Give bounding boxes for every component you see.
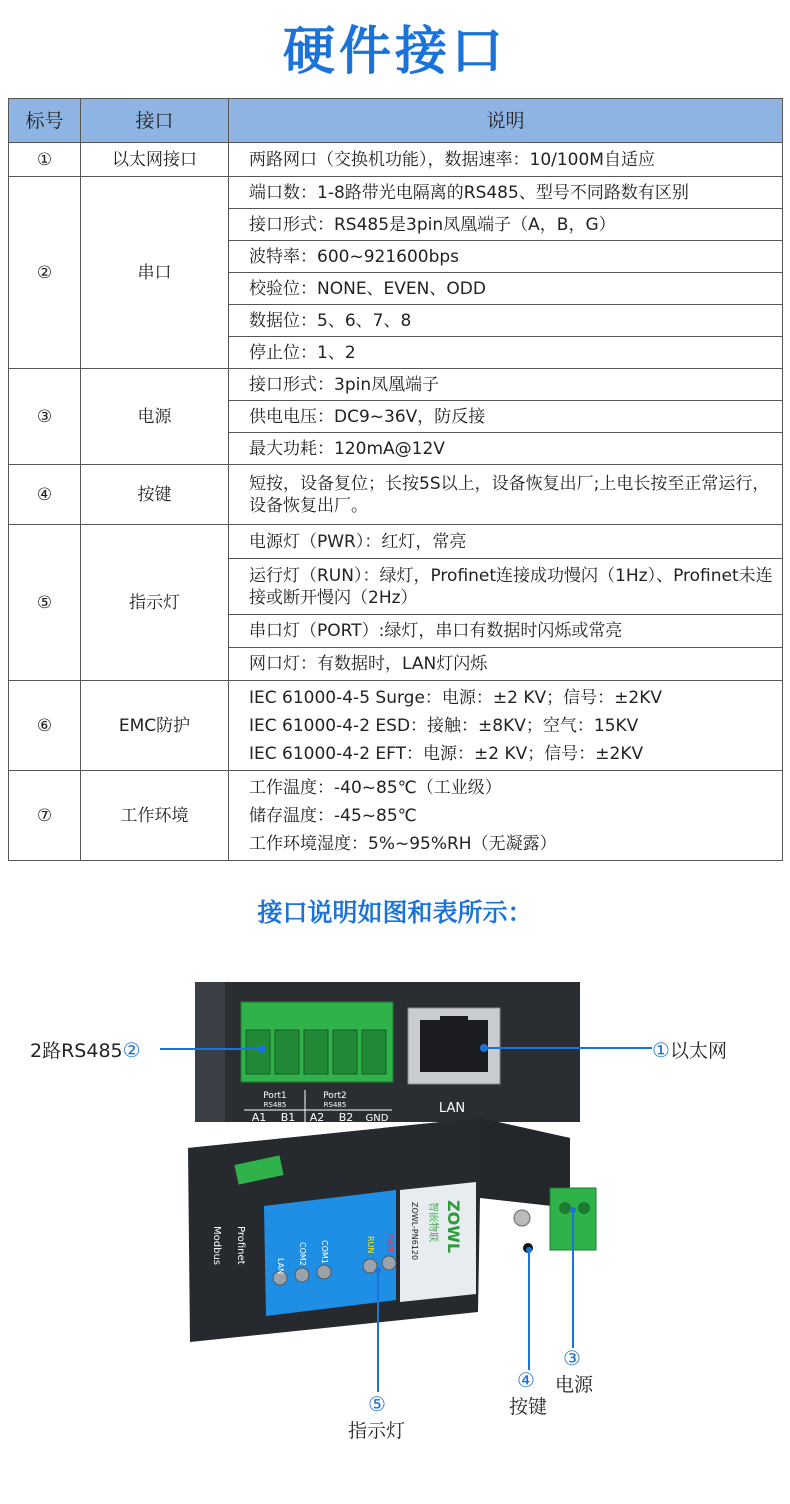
row-desc-line: IEC 61000-4-2 ESD：接触：±8KV；空气：15KV	[249, 715, 639, 736]
indicator-callout	[348, 1392, 406, 1443]
led-pwr	[382, 1256, 396, 1270]
row-desc: 电源灯（PWR）：红灯，常亮	[229, 525, 783, 559]
terminal-screw-4	[333, 1030, 357, 1074]
header-interface: 接口	[81, 99, 229, 143]
row-interface: 以太网接口	[81, 143, 229, 177]
pin-label: B2	[338, 1111, 354, 1124]
row-desc: 接口形式：3pin凤凰端子	[229, 369, 783, 401]
led-label: LAN	[276, 1258, 285, 1275]
row-desc: 校验位：NONE、EVEN、ODD	[229, 273, 783, 305]
row-interface: EMC防护	[81, 681, 229, 771]
top-view	[195, 982, 580, 1124]
interface-table	[8, 98, 783, 861]
port1-rs485-label: RS485	[263, 1101, 287, 1109]
led-com1	[317, 1265, 331, 1279]
terminal-screw-5	[362, 1030, 386, 1074]
row-desc: 网口灯：有数据时，LAN灯闪烁	[229, 648, 783, 681]
row-desc: 波特率：600~921600bps	[229, 241, 783, 273]
header-description: 说明	[229, 99, 783, 143]
led-label: COM1	[320, 1240, 329, 1264]
led-run	[363, 1259, 377, 1273]
brand-cn: 智嵌物联	[427, 1202, 438, 1242]
row-desc: 端口数：1-8路带光电隔离的RS485、型号不同路数有区别	[229, 177, 783, 209]
led-panel	[264, 1190, 396, 1316]
row-desc-line: IEC 61000-4-2 EFT：电源：±2 KV；信号：±2KV	[249, 743, 644, 764]
rs485-callout-dot	[258, 1045, 266, 1053]
led-label: PWR	[385, 1234, 394, 1253]
ethernet-callout-dot	[480, 1044, 488, 1052]
row-num: ⑦	[9, 771, 81, 861]
row-interface: 工作环境	[81, 771, 229, 861]
row-interface: 电源	[81, 369, 229, 465]
power-callout-text: 电源	[555, 1374, 594, 1396]
port1-label: Port1	[263, 1091, 287, 1101]
table-row	[9, 143, 783, 177]
row-desc: 供电电压：DC9~36V，防反接	[229, 401, 783, 433]
table-row	[9, 465, 783, 525]
row-num: ③	[9, 369, 81, 465]
row-desc: 串口灯（PORT）:绿灯，串口有数据时闪烁或常亮	[229, 615, 783, 648]
row-desc: 数据位：5、6、7、8	[229, 305, 783, 337]
pin-label: A1	[251, 1111, 267, 1124]
row-num: ⑥	[9, 681, 81, 771]
table-header-row	[9, 99, 783, 143]
indicator-callout-dot	[375, 1267, 381, 1273]
button-callout-num: ④	[517, 1368, 535, 1392]
row-desc: 两路网口（交换机功能），数据速率：10/100M自适应	[229, 143, 783, 177]
protocol-bottom-label: Modbus	[211, 1226, 222, 1265]
header-num: 标号	[9, 99, 81, 143]
terminal-screw-3	[304, 1030, 328, 1074]
device-diagram	[0, 940, 790, 1500]
row-desc-line: 工作温度：-40~85℃（工业级）	[249, 777, 502, 798]
table-row	[9, 369, 783, 401]
ethernet-callout	[652, 1036, 727, 1063]
row-desc-line: 储存温度：-45~85℃	[249, 805, 417, 826]
port2-label: Port2	[323, 1091, 347, 1101]
table-row	[9, 771, 783, 861]
led-com2	[295, 1268, 309, 1282]
indicator-callout-text: 指示灯	[348, 1420, 406, 1442]
row-num: ①	[9, 143, 81, 177]
button-callout	[509, 1368, 548, 1419]
row-num: ④	[9, 465, 81, 525]
row-desc: 最大功耗：120mA@12V	[229, 433, 783, 465]
rs485-callout	[30, 1036, 141, 1063]
table-row	[9, 177, 783, 209]
power-callout-dot	[570, 1207, 576, 1213]
rj45-opening	[420, 1020, 488, 1072]
terminal-screw-1	[246, 1030, 270, 1074]
table-row	[9, 681, 783, 771]
row-interface: 串口	[81, 177, 229, 369]
ethernet-callout-text: 以太网	[669, 1040, 727, 1062]
indicator-callout-num: ⑤	[368, 1392, 386, 1416]
row-desc	[229, 681, 783, 771]
rs485-callout-text: 2路RS485	[30, 1040, 123, 1062]
rs485-terminal-block	[241, 1002, 393, 1082]
pin-label: A2	[309, 1111, 325, 1124]
port2-rs485-label: RS485	[323, 1101, 347, 1109]
page-title: 硬件接口	[282, 22, 507, 82]
row-num: ②	[9, 177, 81, 369]
brand-logo: ZOWL	[444, 1200, 463, 1254]
rj45-latch	[440, 1016, 468, 1026]
row-num: ⑤	[9, 525, 81, 681]
row-desc: 接口形式：RS485是3pin凤凰端子（A，B，G）	[229, 209, 783, 241]
device-3d-view	[188, 1118, 596, 1342]
led-label: COM2	[298, 1242, 307, 1266]
power-terminal-screw	[578, 1202, 590, 1214]
table-row	[9, 525, 783, 559]
row-desc: 停止位：1、2	[229, 337, 783, 369]
rs485-callout-num: ②	[122, 1038, 141, 1062]
pin-label: B1	[280, 1111, 296, 1124]
section-subtitle: 接口说明如图和表所示：	[257, 898, 533, 927]
model-label: ZOWL-PN6120	[410, 1202, 419, 1261]
protocol-top-label: Profinet	[235, 1226, 246, 1265]
row-interface: 指示灯	[81, 525, 229, 681]
lan-label: LAN	[438, 1101, 466, 1116]
power-callout-num: ③	[563, 1346, 581, 1370]
row-desc-line: IEC 61000-4-5 Surge：电源：±2 KV；信号：±2KV	[249, 687, 662, 708]
button-callout-text: 按键	[509, 1396, 548, 1418]
row-desc	[229, 771, 783, 861]
row-desc: 运行灯（RUN）：绿灯，Profinet连接成功慢闪（1Hz）、Profinet未连接或断开慢闪（2Hz）	[229, 559, 783, 615]
top-view-side	[195, 982, 225, 1122]
reset-button	[514, 1210, 530, 1226]
row-desc: 短按，设备复位；长按5S以上，设备恢复出厂;上电长按至正常运行，设备恢复出厂。	[229, 465, 783, 525]
power-terminal-screw	[559, 1202, 571, 1214]
pin-label: GND	[365, 1113, 389, 1124]
power-callout	[555, 1346, 594, 1397]
row-desc-line: 工作环境湿度：5%~95%RH（无凝露）	[249, 833, 557, 854]
led-label: RUN	[366, 1236, 375, 1254]
button-callout-dot	[526, 1247, 532, 1253]
ethernet-callout-num: ①	[652, 1038, 670, 1062]
row-interface: 按键	[81, 465, 229, 525]
terminal-screw-2	[275, 1030, 299, 1074]
